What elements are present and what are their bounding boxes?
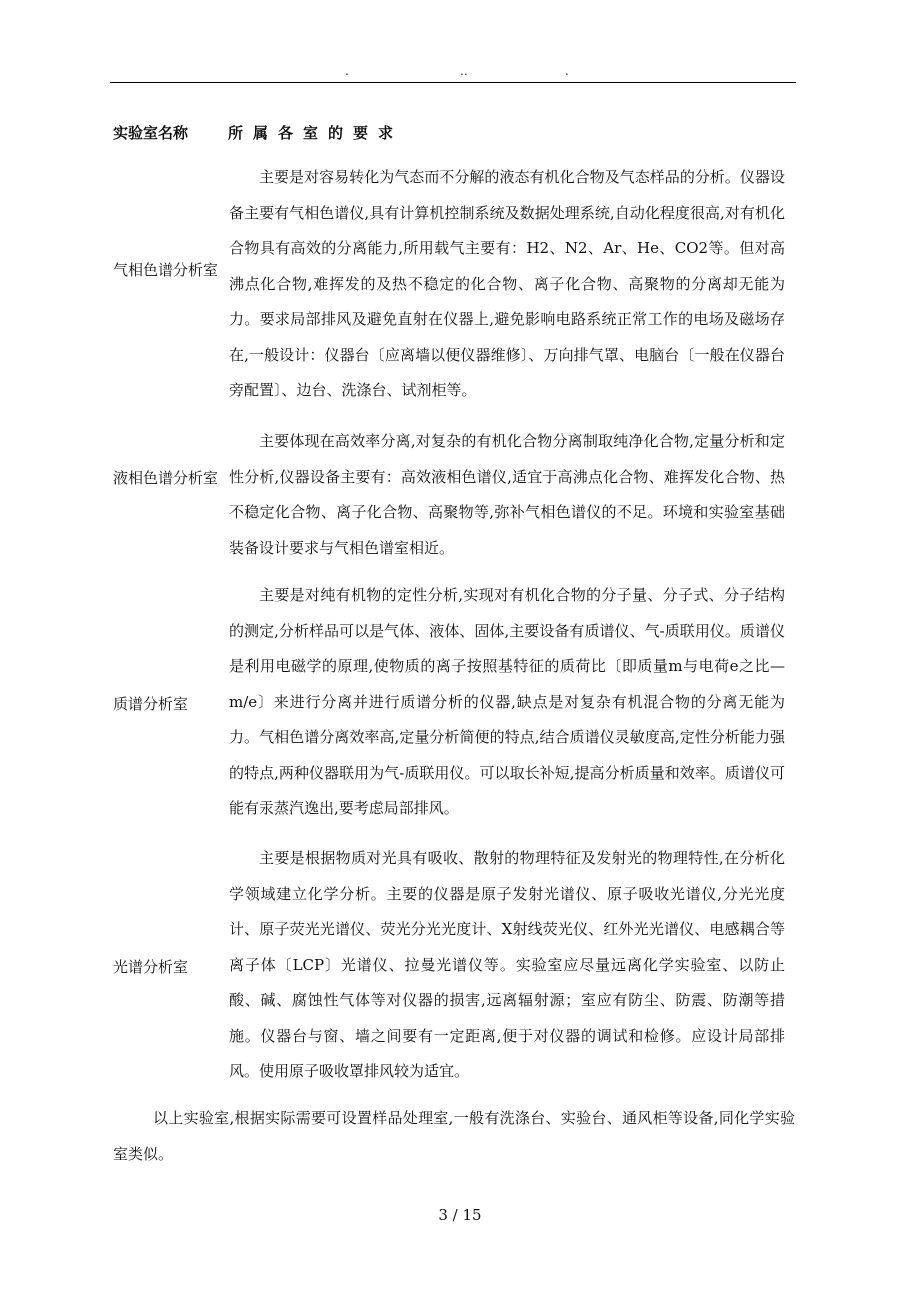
column-header-lab-name: 实验室名称 <box>113 124 189 142</box>
column-header-requirements: 所属各室的要求 <box>228 124 404 142</box>
lab-name: 气相色谱分析室 <box>113 261 219 279</box>
header-mark: .. <box>460 64 468 78</box>
header-mark: . <box>345 64 349 78</box>
lab-description: 主要是对纯有机物的定性分析,实现对有机化合物的分子量、分子式、分子结构的测定,分析样品可以是气体、液体、固体,主要设备有质谱仪、气-质联用仪。质谱仪是利用电磁学的原理,使物质的离子按照基特征的质荷比〔即质量m与电荷e之比—m/e〕来进行分离并进行质谱分析的仪器,缺点是对复杂有机混合物的分离无能为力。气相色谱分离效率高,定量分析简便的特点,结合质谱仪灵敏度高,定性分析能力强的特点,两种仪器联用为气-质联用仪。可以取长补短,提高分析质量和效率。质谱仪可能有汞蒸汽逸出,要考虑局部排风。 <box>229 586 785 817</box>
header-rule <box>110 82 796 83</box>
lab-description: 主要是根据物质对光具有吸收、散射的物理特征及发射光的物理特性,在分析化学领域建立化学分析。主要的仪器是原子发射光谱仪、原子吸收光谱仪,分光光度计、原子荧光光谱仪、荧光分光光度计、X射线荧光仪、红外光光谱仪、电感耦合等离子体〔LCP〕光谱仪、拉曼光谱仪等。实验室应尽量远离化学实验室、以防止酸、碱、腐蚀性气体等对仪器的损害,远离辐射源；室应有防尘、防震、防潮等措施。仪器台与窗、墙之间要有一定距离,便于对仪器的调试和检修。应设计局部排风。使用原子吸收罩排风较为适宜。 <box>229 849 785 1080</box>
page-number: 3 / 15 <box>438 1206 482 1224</box>
header-mark: . <box>565 64 569 78</box>
lab-description: 主要体现在高效率分离,对复杂的有机化合物分离制取纯净化合物,定量分析和定性分析,仪器设备主要有：高效液相色谱仪,适宜于高沸点化合物、难挥发化合物、热不稳定化合物、离子化合物、高聚物等,弥补气相色谱仪的不足。环境和实验室基础装备设计要求与气相色谱室相近。 <box>229 432 785 557</box>
table-header <box>113 122 793 146</box>
lab-name: 光谱分析室 <box>113 958 189 976</box>
page-header-marks <box>110 64 796 78</box>
closing-paragraph: 以上实验室,根据实际需要可设置样品处理室,一般有洗涤台、实验台、通风柜等设备,同化学实验室类似。 <box>113 1109 795 1163</box>
lab-name: 液相色谱分析室 <box>113 469 219 487</box>
lab-name: 质谱分析室 <box>113 695 189 713</box>
lab-description: 主要是对容易转化为气态而不分解的液态有机化合物及气态样品的分析。仪器设备主要有气相色谱仪,具有计算机控制系统及数据处理系统,自动化程度很高,对有机化合物具有高效的分离能力,所用载气主要有：H2、N2、Ar、He、CO2等。但对高沸点化合物,难挥发的及热不稳定的化合物、离子化合物、高聚物的分离却无能为力。要求局部排风及避免直射在仪器上,避免影响电路系统正常工作的电场及磁场存在,一般设计：仪器台〔应离墙以便仪器维修〕、万向排气罩、电脑台〔一般在仪器台旁配置〕、边台、洗涤台、试剂柜等。 <box>229 168 785 399</box>
